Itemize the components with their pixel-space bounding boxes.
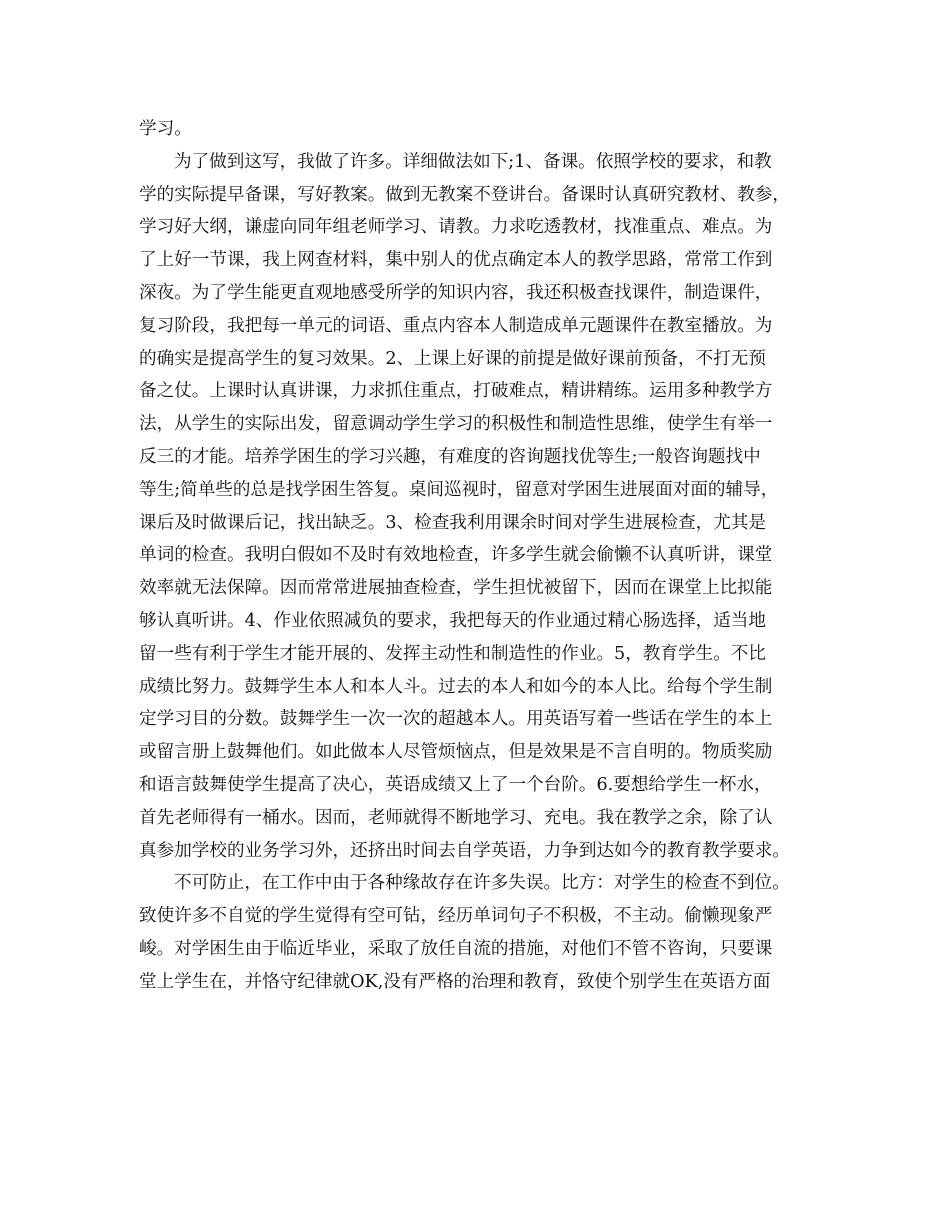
- text-line: 效率就无法保障。因而常常进展抽查检查，学生担忧被留下，因而在课堂上比拟能: [139, 578, 773, 599]
- text-line: 课后及时做课后记，找出缺乏。3、检查我利用课余时间对学生进展检查，尤其是: [139, 512, 766, 533]
- text-line: 学的实际提早备课，写好教案。做到无教案不登讲台。备课时认真研究教材、教参，: [139, 184, 790, 205]
- text-line: 成绩比努力。鼓舞学生本人和本人斗。过去的本人和如今的本人比。给每个学生制: [139, 676, 773, 697]
- text-line: 首先老师得有一桶水。因而，老师就得不断地学习、充电。我在教学之余，除了认: [139, 807, 773, 828]
- text-line: 了上好一节课，我上网查材料，集中别人的优点确定本人的教学思路，常常工作到: [139, 250, 773, 271]
- text-line: 和语言鼓舞使学生提高了决心，英语成绩又上了一个台阶。6.要想给学生一杯水，: [139, 774, 772, 795]
- paragraph-first-line: 不可防止，在工作中由于各种缘故存在许多失误。比方：对学生的检查不到位。: [174, 873, 790, 894]
- text-line: 法，从学生的实际出发，留意调动学生学习的积极性和制造性思维，使学生有举一: [139, 414, 773, 435]
- text-line: 定学习目的分数。鼓舞学生一次一次的超越本人。用英语写着一些话在学生的本上: [139, 709, 773, 730]
- paragraph-first-line: 为了做到这写，我做了许多。详细做法如下;1、备课。依照学校的要求，和教: [174, 151, 772, 172]
- text-line: 学习好大纲，谦虚向同年组老师学习、请教。力求吃透教材，找准重点、难点。为: [139, 217, 773, 238]
- text-line: 备之仗。上课时认真讲课，力求抓住重点，打破难点，精讲精练。运用多种教学方: [139, 381, 773, 402]
- text-line: 复习阶段，我把每一单元的词语、重点内容本人制造成单元题课件在教室播放。为: [139, 315, 773, 336]
- text-line: 等生;简单些的总是找学困生答复。桌间巡视时，留意对学困生进展面对面的辅导，: [139, 479, 779, 500]
- text-line: 致使许多不自觉的学生觉得有空可钻，经历单词句子不积极，不主动。偷懒现象严: [139, 906, 773, 927]
- text-line: 反三的才能。培养学困生的学习兴趣，有难度的咨询题找优等生;一般咨询题找中: [139, 446, 761, 467]
- text-line: 学习。: [139, 119, 192, 139]
- text-line: 真参加学校的业务学习外，还挤出时间去自学英语，力争到达如今的教育教学要求。: [139, 840, 790, 861]
- body-text: [139, 113, 821, 999]
- text-line: 深夜。为了学生能更直观地感受所学的知识内容，我还积极查找课件，制造课件，: [139, 282, 773, 303]
- text-line: 的确实是提高学生的复习效果。2、上课上好课的前提是做好课前预备，不打无预: [139, 348, 766, 369]
- text-line: 够认真听讲。4、作业依照减负的要求，我把每天的作业通过精心肠选择，适当地: [139, 610, 766, 631]
- text-line: 或留言册上鼓舞他们。如此做本人尽管烦恼点，但是效果是不言自明的。物质奖励: [139, 742, 773, 763]
- text-line: 单词的检查。我明白假如不及时有效地检查，许多学生就会偷懒不认真听讲，课堂: [139, 545, 773, 566]
- text-line: 留一些有利于学生才能开展的、发挥主动性和制造性的作业。5，教育学生。不比: [139, 643, 766, 664]
- text-line: 峻。对学困生由于临近毕业，采取了放任自流的措施，对他们不管不咨询，只要课: [139, 938, 773, 959]
- text-line: 堂上学生在，并恪守纪律就OK,没有严格的治理和教育，致使个别学生在英语方面: [139, 971, 771, 992]
